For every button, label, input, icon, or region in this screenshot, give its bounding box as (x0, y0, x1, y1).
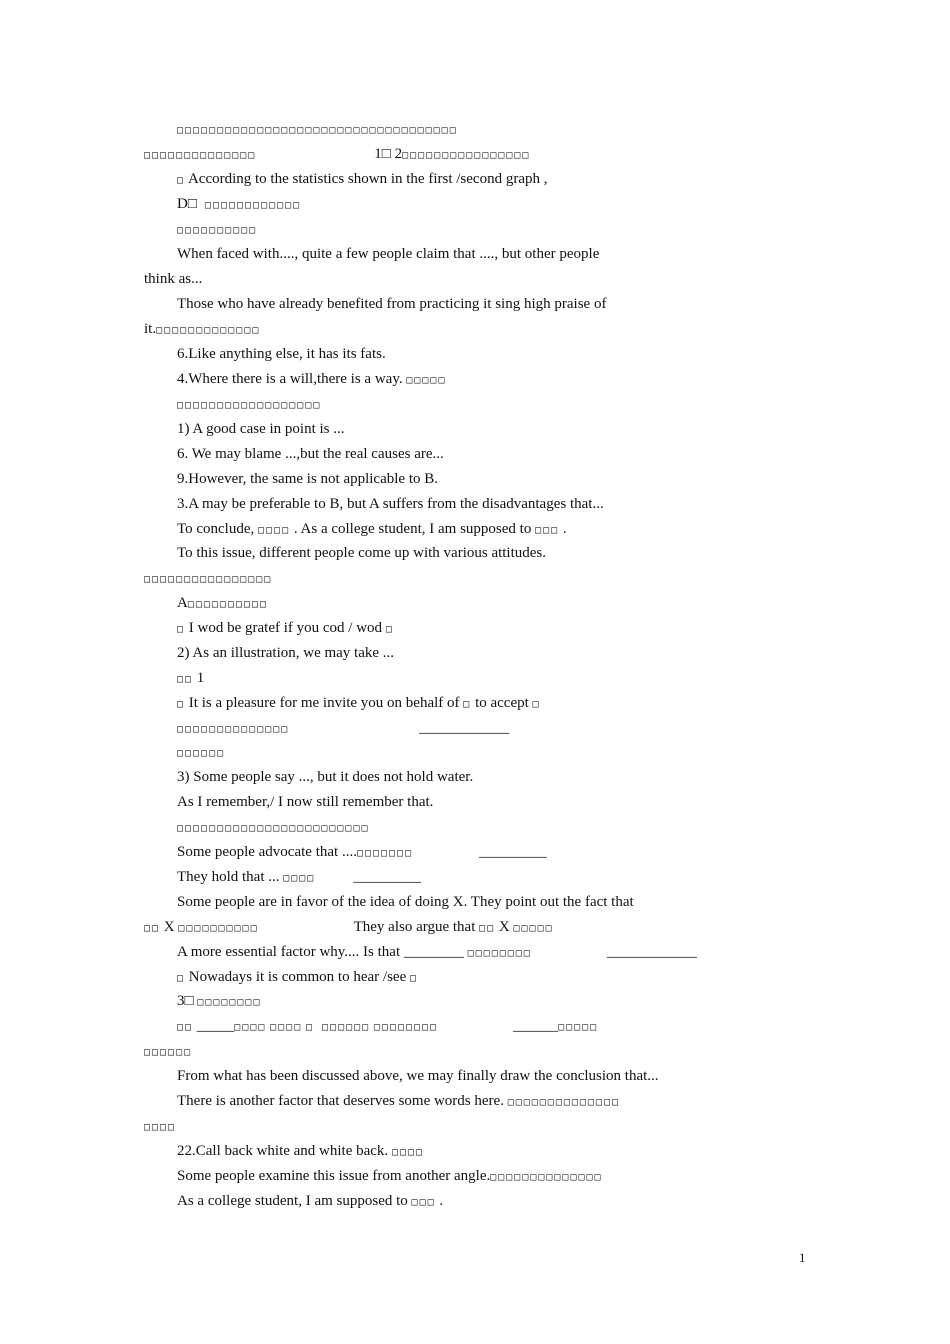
text-line (177, 194, 301, 216)
text-run: 4.Where there is a will,there is a way. (177, 371, 407, 387)
text-run: _____ (193, 1018, 235, 1034)
cjk-glyph-run: □□□□□□□□ (467, 948, 532, 959)
text-line (177, 169, 547, 191)
text-line (177, 1091, 620, 1113)
cjk-glyph-run: □□□□ (234, 1022, 267, 1033)
cjk-glyph-run: □ □□□□□□ (305, 1022, 371, 1033)
text-run: Those who have already benefited from practicing it sing high praise of (177, 296, 607, 312)
cjk-glyph-run: □□□□ (144, 1122, 177, 1133)
text-line (177, 792, 433, 812)
text-run: Some people examine this issue from another angle. (177, 1168, 491, 1184)
text-run: think as... (144, 271, 203, 287)
text-run: From what has been discussed above, we may finally draw the conclusion that... (177, 1068, 659, 1084)
cjk-glyph-run: □□□ (411, 1197, 436, 1208)
cjk-glyph-run: □□□□□□□□□□ (178, 923, 259, 934)
text-run: A more essential factor why.... Is that ________ (177, 944, 468, 960)
cjk-glyph-run: □ (463, 699, 472, 710)
cjk-glyph-run: □ (385, 624, 394, 635)
text-run: Some people advocate that .... (177, 844, 357, 860)
cjk-glyph-run: □□□□□□□□ (197, 997, 262, 1008)
cjk-glyph-run: □□□□□□□□□□□□□□□□ (144, 574, 273, 585)
text-line (177, 1066, 659, 1086)
text-line (177, 1016, 598, 1038)
text-line (177, 1191, 443, 1213)
text-run: Some people are in favor of the idea of doing X. They point out the fact that (177, 894, 634, 910)
text-run: D□ (177, 196, 197, 212)
text-run: ______ (513, 1018, 559, 1034)
page-number: 1 (799, 1250, 806, 1265)
cjk-glyph-run: □□□□□□□□□□□□□□ (490, 1172, 603, 1183)
text-run: 3) Some people say ..., but it does not hold water. (177, 769, 474, 785)
cjk-glyph-run: □□□□□□□□□□□□□□ (144, 150, 257, 161)
text-run: According to the statistics shown in the first /second graph , (185, 171, 548, 187)
text-run: 1) A good case in point is ... (177, 421, 345, 437)
cjk-glyph-run: □ (177, 624, 186, 635)
text-run: ____________ (606, 944, 697, 960)
text-line (177, 394, 321, 416)
text-run: When faced with...., quite a few people claim that ...., but other people (177, 246, 600, 262)
text-line (177, 643, 394, 663)
text-run: 6.Like anything else, it has its fats. (177, 346, 386, 362)
text-line (144, 1116, 176, 1138)
text-line (177, 419, 345, 439)
cjk-glyph-run: □□□□□□□ (356, 848, 414, 859)
text-run: X (160, 919, 179, 935)
text-run: 2) As an illustration, we may take ... (177, 645, 395, 661)
text-run: 6. We may blame ...,but the real causes are... (177, 446, 444, 462)
text-run: 3.A may be preferable to B, but A suffers from the disadvantages that... (177, 496, 604, 512)
text-line (177, 1166, 603, 1188)
cjk-glyph-run: □□□□□□□□□□□□□□□□□□ (177, 400, 322, 411)
text-run: They hold that ... (177, 869, 284, 885)
text-run: To this issue, different people come up with various attitudes. (177, 545, 547, 561)
text-line (177, 369, 446, 391)
cjk-glyph-run: □□ (144, 923, 161, 934)
cjk-glyph-run: □□□□□□□□□□ (177, 225, 258, 236)
text-run: 1 (193, 670, 205, 686)
cjk-glyph-run: □□□□□□□□□□□□□□ (507, 1097, 620, 1108)
cjk-glyph-run: □□□□□□□□□□ (187, 599, 269, 610)
text-line (144, 917, 554, 939)
text-run: They also argue that (353, 919, 480, 935)
cjk-glyph-run: □□□□□ (558, 1022, 599, 1033)
cjk-glyph-run: □□□□□□□□□□□□□□□□□□□□□□□□ (177, 823, 370, 834)
text-line (144, 144, 530, 166)
cjk-glyph-run: □ (532, 699, 541, 710)
text-line (177, 219, 257, 241)
text-line (177, 119, 458, 141)
cjk-glyph-run: □□□□□□□□□□□□□□□□ (402, 150, 531, 161)
cjk-glyph-run: □□□□ (258, 525, 291, 536)
text-line (177, 867, 421, 889)
text-run: . As a college student, I am supposed to (290, 521, 536, 537)
text-line (177, 494, 604, 514)
text-run: To conclude, (177, 521, 259, 537)
cjk-glyph-run: □□□□□□□□□□□□ (196, 200, 302, 211)
text-line (144, 568, 272, 590)
cjk-glyph-run: □□□□ (283, 873, 316, 884)
text-run: Nowadays it is common to hear /see (185, 969, 410, 985)
text-line (177, 842, 547, 864)
text-run: ____________ (419, 720, 510, 736)
text-run: There is another factor that deserves some words here. (177, 1093, 508, 1109)
cjk-glyph-run: □□ (177, 674, 194, 685)
cjk-glyph-run: □□□□□ (406, 375, 447, 386)
text-run: 22.Call back white and white back. (177, 1143, 392, 1159)
text-run: . (435, 1193, 444, 1209)
text-line (177, 991, 261, 1013)
text-run: 9.However, the same is not applicable to B. (177, 471, 438, 487)
text-run: to accept (471, 695, 533, 711)
text-line (177, 718, 509, 740)
text-line (144, 319, 260, 341)
cjk-glyph-run: □□□ (535, 525, 560, 536)
text-line (177, 892, 634, 912)
text-line (177, 244, 599, 264)
text-line (177, 967, 418, 989)
text-line (177, 519, 567, 541)
text-run: _________ (479, 844, 547, 860)
text-line (144, 1041, 192, 1063)
text-line (177, 942, 697, 964)
cjk-glyph-run: □□□□□□□□ (373, 1022, 439, 1033)
text-line (177, 1141, 424, 1163)
cjk-glyph-run: □□□□□ (513, 923, 554, 934)
cjk-glyph-run: □ (177, 699, 186, 710)
cjk-glyph-run: □□□□□□□□□□□□□□□□□□□□□□□□□□□□□□□□□□□ (177, 125, 458, 136)
text-run: _________ (353, 869, 421, 885)
text-line (177, 693, 541, 715)
cjk-glyph-run: □ (177, 973, 186, 984)
text-run: It is a pleasure for me invite you on behalf of (185, 695, 464, 711)
text-line (177, 344, 386, 364)
cjk-glyph-run: □ (177, 175, 186, 186)
text-line (177, 469, 438, 489)
text-line (177, 444, 444, 464)
text-line (177, 742, 225, 764)
cjk-glyph-run: □□□□ (270, 1022, 303, 1033)
cjk-glyph-run: □ (409, 973, 419, 984)
text-run: A (177, 595, 188, 611)
text-run: As I remember,/ I now still remember that. (177, 794, 434, 810)
cjk-glyph-run: □□ (177, 1022, 194, 1033)
text-line (177, 618, 394, 640)
text-line (177, 668, 204, 690)
text-line (144, 269, 202, 289)
text-run: X (495, 919, 514, 935)
text-line (177, 593, 268, 615)
cjk-glyph-run: □□□□□□□□□□□□□ (156, 325, 261, 336)
text-run: 1□ 2 (374, 146, 403, 162)
text-line (177, 543, 546, 563)
cjk-glyph-run: □□□□□□ (144, 1047, 193, 1058)
cjk-glyph-run: □□ (479, 923, 496, 934)
text-run: As a college student, I am supposed to (177, 1193, 412, 1209)
text-line (177, 294, 606, 314)
text-run: 3□ (177, 993, 198, 1009)
cjk-glyph-run: □□□□ (391, 1147, 425, 1158)
text-run: it. (144, 321, 157, 337)
cjk-glyph-run: □□□□□□□□□□□□□□ (177, 724, 290, 735)
cjk-glyph-run: □□□□□□ (177, 748, 226, 759)
text-run: . (559, 521, 567, 537)
text-run: I wod be gratef if you cod / wod (185, 620, 386, 636)
text-line (177, 767, 473, 787)
text-line (177, 817, 370, 839)
